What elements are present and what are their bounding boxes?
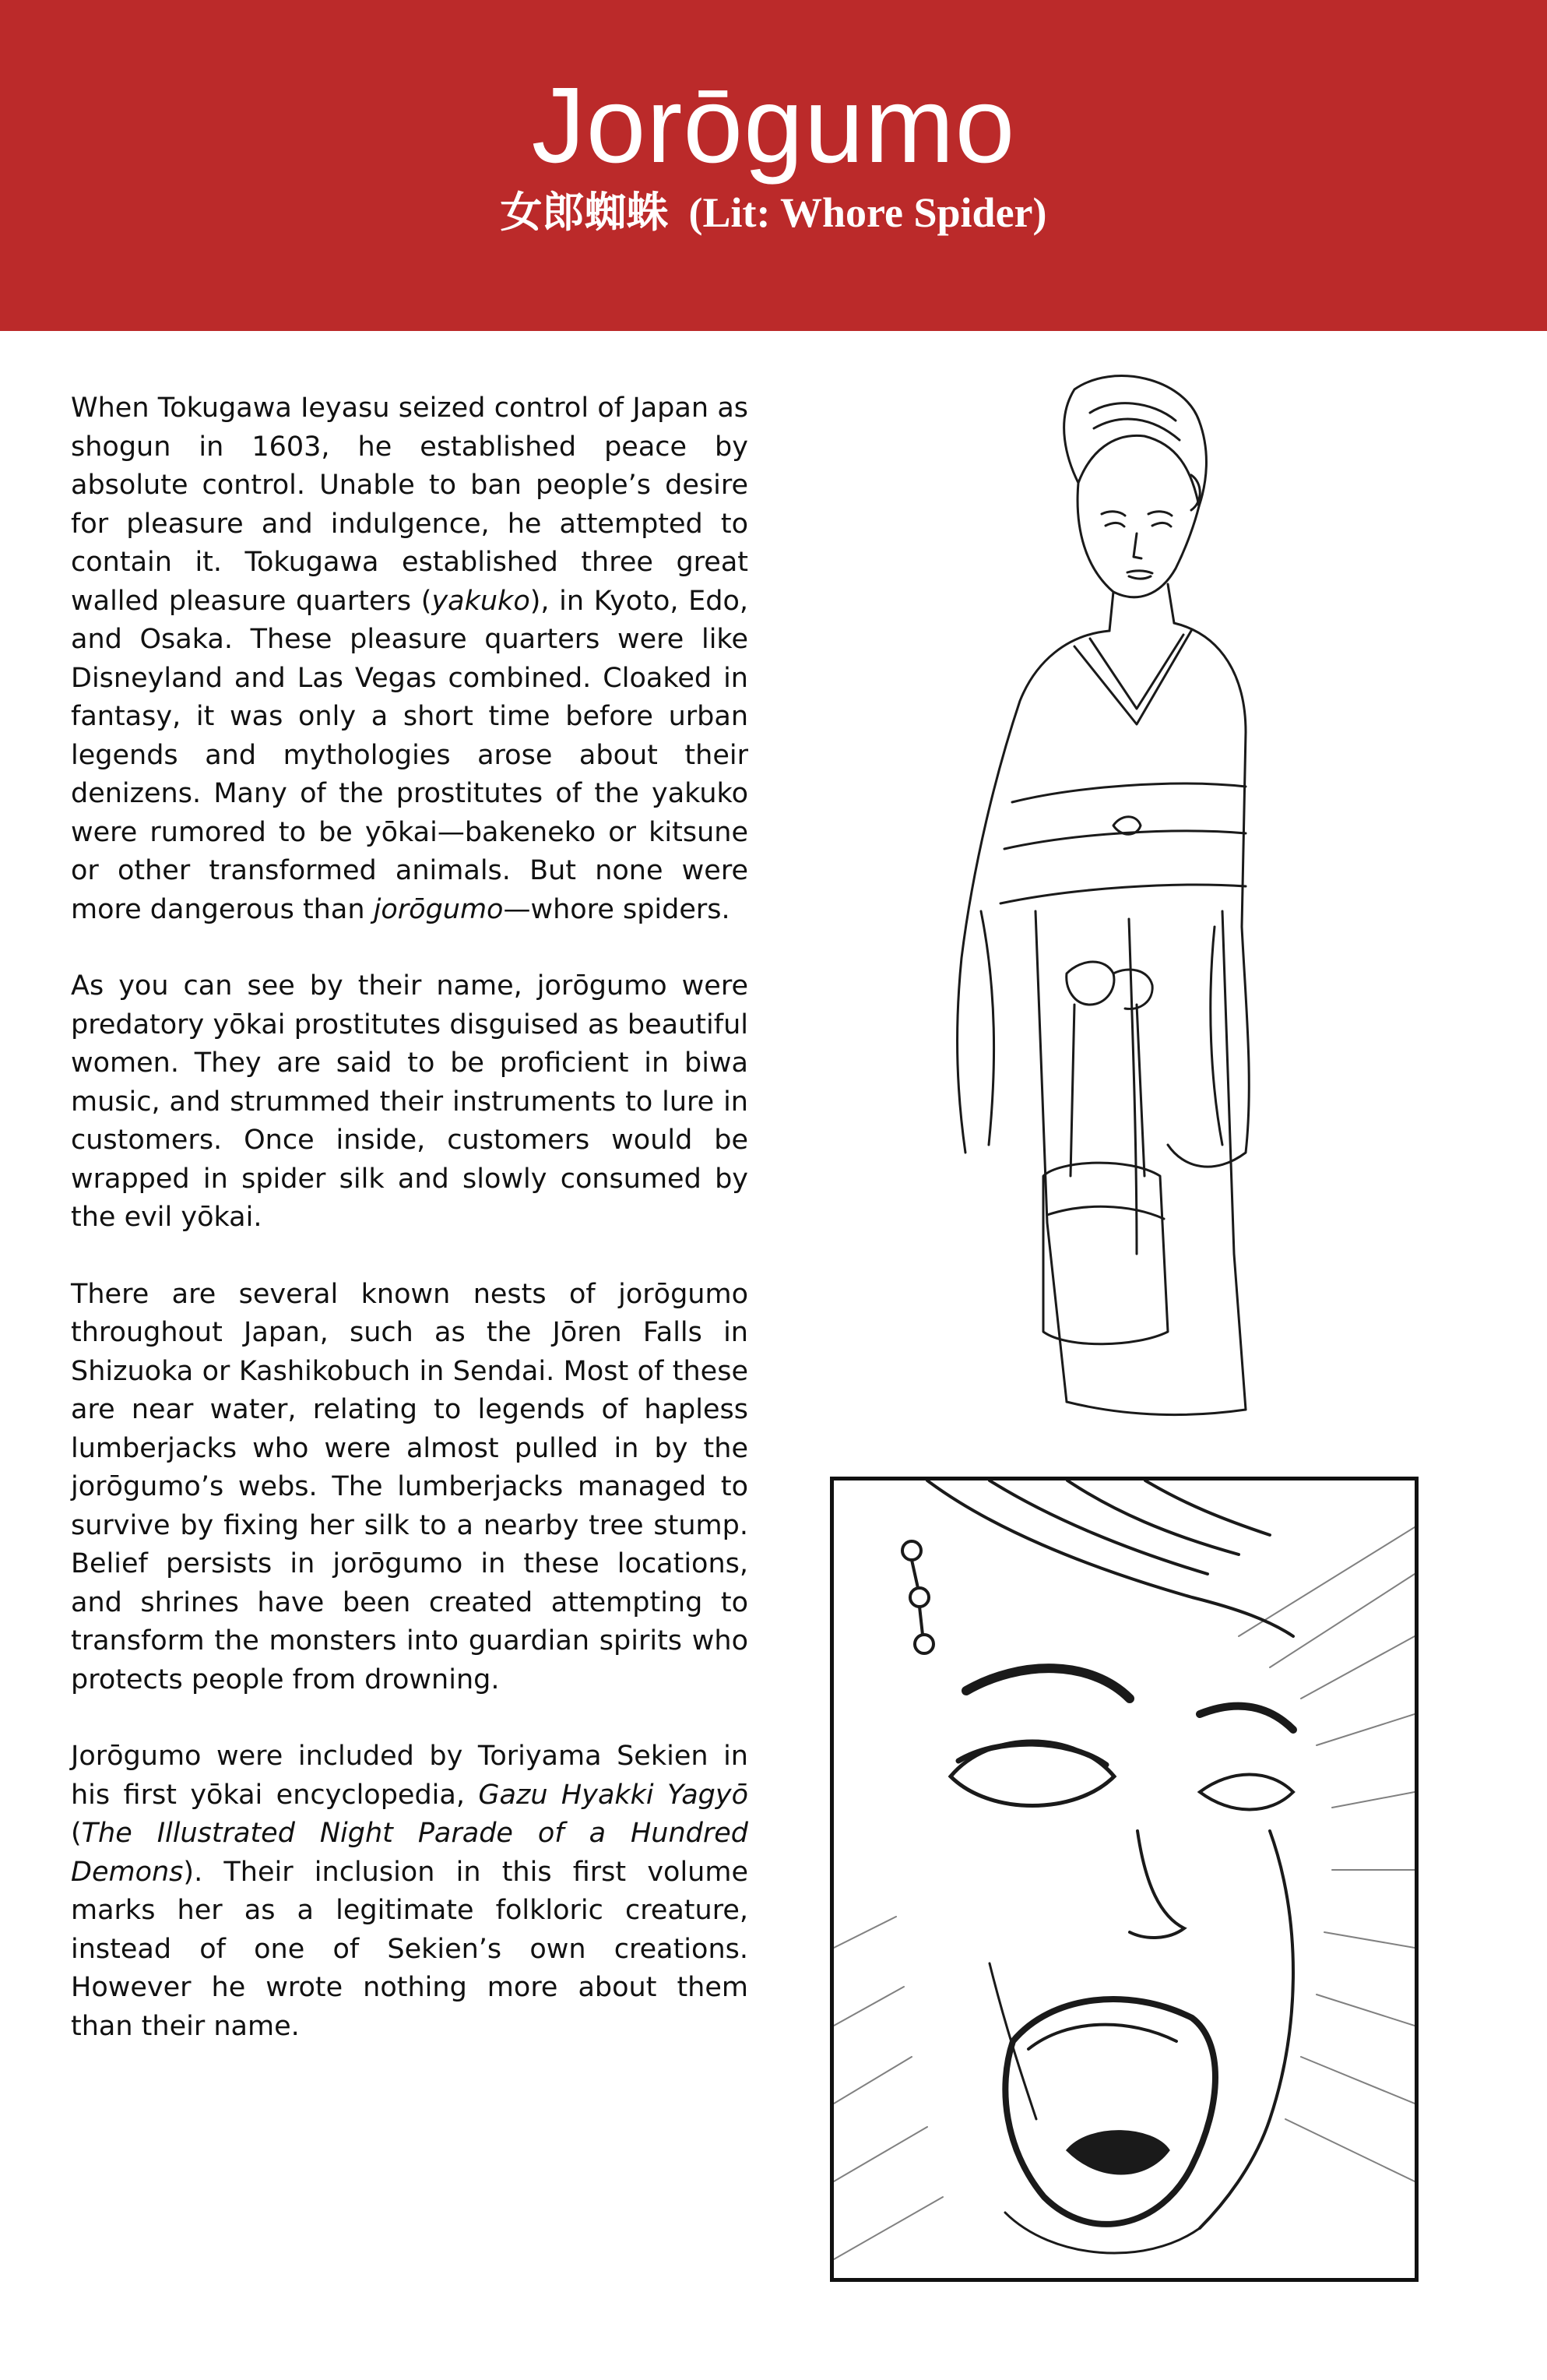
subtitle-translation: (Lit: Whore Spider) <box>688 189 1047 236</box>
paragraph-2: As you can see by their name, jorōgumo were predatory yōkai prostitutes disguised as beautiful women. They are said to be proficient in biwa music, and strummed their instruments to lure in customers. Once inside, customers would be wrapped in spider silk and slowly consumed by the evil yōkai. <box>71 970 748 1233</box>
kimono-woman-illustration <box>880 366 1285 1480</box>
article-body <box>71 389 748 2084</box>
subtitle-japanese: 女郎蜘蛛 <box>500 188 669 237</box>
paragraph-3: There are several known nests of jorōgumo throughout Japan, such as the Jōren Falls in Shizuoka or Kashikobuch in Sendai. Most of these are near water, relating to legends of hapless lumberjacks who were almost pulled in by the jorōgumo’s webs. The lumberjacks managed to survive by fixing her silk to a nearby tree stump. Belief persists in jorōgumo in these locations, and shrines have been created attempting to transform the monsters into guardian spirits who protects people from drowning. <box>71 1278 748 1695</box>
paragraph-4: Jorōgumo were included by Toriyama Sekien in his first yōkai encyclopedia, Gazu Hyakki Yagyō (The Illustrated Night Parade of a Hundred Demons). Their inclusion in this first volume marks her as a legitimate folkloric creature, instead of one of Sekien’s own creations. However he wrote nothing more about them than their name. <box>71 1741 748 2042</box>
page-subtitle <box>0 188 1547 237</box>
screaming-face-illustration <box>834 1480 1415 2278</box>
paragraph-1: When Tokugawa Ieyasu seized control of Japan as shogun in 1603, he established peace by absolute control. Unable to ban people’s desire for pleasure and indulgence, he attempted to contain it. Tokugawa established three great walled pleasure quarters (yakuko), in Kyoto, Edo, and Osaka. These pleasure quarters were like Disneyland and Las Vegas combined. Cloaked in fantasy, it was only a short time before urban legends and mythologies arose about their denizens. Many of the prostitutes of the yakuko were rumored to be yōkai—bakeneko or kitsune or other transformed animals. But none were more dangerous than jorōgumo—whore spiders. <box>71 393 748 925</box>
title-banner <box>0 0 1547 331</box>
monster-face-panel <box>830 1477 1419 2282</box>
page-title: Jorōgumo <box>531 65 1016 185</box>
